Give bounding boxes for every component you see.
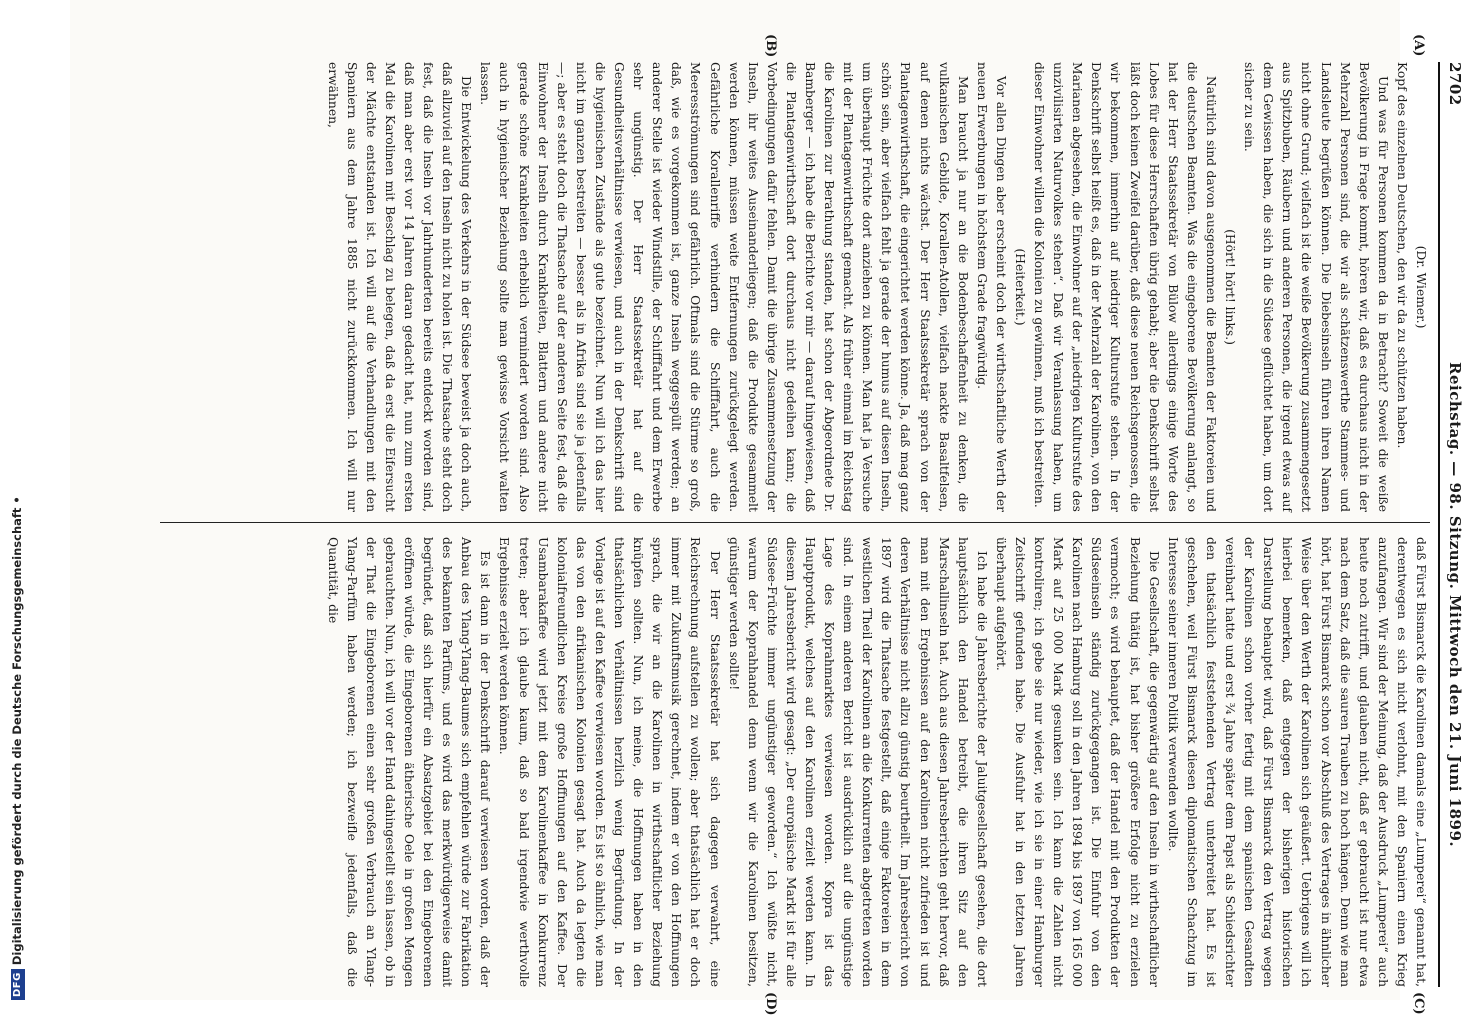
interjection-2: (Heiterkeit.)	[1013, 248, 1028, 326]
left-paragraph-3: Natürlich sind davon ausgenommen die Beamten der Faktoreien und die deutschen Beamten. Was die eingeborene Bevölkerung anlangt, so hat der Herr Staatssekretär von Bülow allerdings einige Worte des Lobes für diese Herrschaften übrig gehabt; aber die Denkschrift selbst läßt doch keinen Zweifel darüber, daß diese neuen Reichsgenossen, die wir bekommen, immerhin auf niedriger Kulturstufe stehen. In der Denkschrift selbst heißt es, daß in der Mehrzahl der Karolinen, von den Marianen abgesehen, die Einwohner auf der „niedrigen Kulturstufe des unzivilisirten Naturvolkes stehen“. Daß wir Veranlassung haben, um dieser Einwohner willen die Kolonien zu gewinnen, muß ich bestreiten.	[1032, 62, 1218, 512]
speaker-name: (Dr. Wiemer.)	[1414, 245, 1428, 329]
right-paragraph-3: Ich habe die Jahresberichte der Jaluitgesellschaft gesehen, die dort hauptsächlich den Handel betreibt, die ihren Sitz auf den Marschallinseln hat. Auch aus diesen Jahresberichten geht hervor, daß man mit den Ergebnissen auf den Karolinen nicht zufrieden ist und deren Verhältnisse nicht allzu günstig beurtheilt. Im Jahresbericht von 1897 wird die Thatsache festgestellt, daß einige Faktoreien in dem westlichen Theil der Karolinen an die Konkurrenten abgetreten worden sind. In einem anderen Bericht ist ausdrücklich auf die ungünstige Lage des Koprahmarktes verwiesen worden. Kopra ist das Hauptprodukt, welches auf den Karolinen erzielt werden kann. In diesem Jahresbericht wird gesagt: „Der europäische Markt ist für alle Südsee-Früchte immer ungünstiger geworden.“ Ich wüßte nicht, warum der Koprahhandel denn wenn wir die Karolinen besitzen, günstiger werden sollte!	[726, 537, 989, 987]
margin-marker-b: (B)	[763, 34, 778, 58]
left-paragraph-5: Man braucht ja nur an die Bodenbeschaffenheit zu denken, die vulkanischen Gebilde, Korallen-Atollen, vielfach nackte Basaltfelsen, auf denen nichts wächst. Der Herr Staatssekretär sprach von der Plantagenwirthschaft, die eingerichtet werden könne. Ja, daß mag ganz schön sein, aber vielfach fehlt ja gerade der humus auf diesen Inseln, um überhaupt Früchte dort anziehen zu können. Man hat ja Versuche mit der Plantagenwirthschaft gemacht. Als früher einmal im Reichstag die Karolinen zur Berathung standen, hat schon der Abgeordnete Dr. Bamberger — ich habe die Berichte vor mir — darauf hingewiesen, daß die Plantagenwirthschaft dort durchaus nicht gedeihen kann; die Vorbedingungen dafür fehlen. Damit die übrige Zusammensetzung der Inseln, ihr weites Auseinanderliegen; daß die Produkte gesammelt werden können, müssen weite Entfernungen zurückgelegt werden. Gefährliche Korallenriffe verhindern die Schifffahrt, auch die Meeresströmungen sind gefährlich. Oftmals sind die Stürme so groß, daß, wie es vorgekommen ist, ganze Inseln weggespült werden; an anderer Stelle ist wieder Windstille, der Schifffahrt und dem Erwerbe sehr ungünstig. Der Herr Staatssekretär hat auf die Gesundheitsverhältnisse verwiesen, und auch in der Denkschrift sind die hygienischen Zustände als gute bezeichnet. Nun will ich das hier nicht im ganzen bestreiten — besser als in Afrika sind sie ja jedenfalls —; aber es steht doch die Thatsache auf der anderen Seite fest, daß die Einwohner der Inseln durch Krankheiten, Blattern und andere nicht gerade schöne Krankheiten erheblich vermindert worden sind. Also auch in hygienischer Beziehung sollte man gewisse Vorsicht walten lassen.	[478, 62, 970, 512]
page-number: 2702	[1446, 62, 1464, 106]
left-paragraph-6: Die Entwickelung des Verkehrs in der Südsee beweist ja doch auch, daß allzuviel auf den Inseln nicht zu holen ist. Die Thatsache steht doch fest, daß die Inseln vor Jahrhunderten bereits entdeckt worden sind, daß man aber erst vor 14 Jahren daran gedacht hat, nun zum ersten Mal die Karolinen mit Beschlag zu belegen, daß da erst die Eifersucht der Mächte entstanden ist. Ich will auf die Verhandlungen mit den Spaniern aus dem Jahre 1885 nicht zurückkommen. Ich will nur erwähnen,	[325, 62, 474, 512]
margin-marker-c: (C)	[1411, 992, 1426, 1015]
right-paragraph-4: Der Herr Staatssekretär hat sich dagegen verwahrt, eine Reichsrechnung aufstellen zu wollen; aber thatsächlich hat er doch immer mit Zukunftsmusik gerechnet, indem er von den Hoffnungen sprach, die wir an die Karolinen in wirthschaftlicher Beziehung knüpfen sollten. Nun, ich meine, die Hoffnungen haben in den thatsächlichen Verhältnissen herzlich wenig Begründung. In der Vorlage ist auf den Kaffee verwiesen worden. Es ist so ähnlich, wie man das von den afrikanischen Kolonien gesagt hat. Auch da legten die kolonialfreundlichen Kreise große Hoffnungen auf den Kaffee. Der Usambarakaffee wird jetzt mit dem Karolinenkaffee in Konkurrenz treten; aber ich glaube kaum, daß so bald irgendwie werthvolle Ergebnisse erzielt werden können.	[497, 537, 722, 987]
dfg-logo: DFG	[11, 969, 25, 1000]
left-paragraph-2: Und was für Personen kommen da in Betracht? Soweit die weiße Bevölkerung in Frage kommt, hören wir, daß es durchaus nicht in der Mehrzahl Personen sind, die wir als schätzenswerthe Stammes- und Landsleute begrüßen können. Die Diebesinseln führen ihren Namen nicht ohne Grund; vielfach ist die weiße Bevölkerung zusammengesetzt aus Spitzbuben, Räubern und anderen Personen, die irgend etwas auf dem Gewissen haben, die sich in die Südsee geflüchtet haben, um dort sicher zu sein.	[1242, 62, 1390, 512]
page-title: Reichstag. — 98. Sitzung. Mittwoch den 21. Juni 1899.	[1446, 362, 1464, 848]
right-column	[150, 537, 1430, 987]
page-header	[1438, 62, 1468, 987]
left-paragraph-1: Kopf des einzelnen Deutschen, den wir da zu schützen haben.	[1394, 62, 1409, 449]
left-column	[150, 62, 1430, 512]
header-rule	[1438, 62, 1440, 987]
credit-text: Digitalisierung gefördert durch die Deutsche Forschungsgemeinschaft •	[10, 496, 24, 966]
right-paragraph-2: Die Gesellschaft, die gegenwärtig auf den Inseln in wirthschaftlicher Beziehung thätig ist, hat bisher größere Erfolge nicht zu erzielen vermocht; es wird behauptet, daß der Handel mit den Produkten der Südseeinseln ständig zurückgegangen ist. Die Einfuhr von den Karolinen nach Hamburg soll in den Jahren 1894 bis 1897 von 165 000 Mark auf 25 000 Mark gesunken sein. Ich kann die Zahlen nicht kontroliren; ich gebe sie nur wieder, wie ich sie in einer Hamburger Zeitschrift gefunden habe. Die Ausfuhr hat in den letzten Jahren überhaupt aufgehört.	[993, 537, 1161, 987]
interjection-1: (Hört! hört! links.)	[1223, 229, 1238, 345]
right-paragraph-1: daß Fürst Bismarck die Karolinen damals eine „Lumperei“ genannt hat, derentwegen es sich nicht verlohnt, mit den Spaniern einen Krieg anzufangen. Wir sind der Meinung, daß der Ausdruck „Lumperei“ auch heute noch zutrifft, und glauben nicht, daß er gebraucht ist nur etwa nach dem Satz, daß die sauren Trauben zu hoch hängen. Denn wie man hört, hat Fürst Bismarck schon vor Abschluß des Vertrages in ähnlicher Weise über den Werth der Karolinen sich geäußert. Uebrigens will ich hierbei bemerken, daß entgegen der bisherigen historischen Darstellung behauptet wird, daß Fürst Bismarck den Vertrag wegen der Karolinen schon vorher fertig mit dem spanischen Gesandten vereinbart hatte und erst ¾ Jahre später dem Papst als Schiedsrichter den thatsächlich feststehenden Vertrag unterbreitet hat. Es ist geschehen, weil Fürst Bismarck diesen diplomatischen Schachzug im Interesse seiner inneren Politik verwenden wollte.	[1165, 537, 1428, 987]
margin-marker-a: (A)	[1411, 34, 1426, 57]
rotated-page-content	[148, 34, 1468, 1016]
digitization-credit	[4, 0, 30, 1000]
right-paragraph-5: Es ist dann in der Denkschrift darauf verwiesen worden, daß der Anbau des Ylang-Ylang-Baumes sich empfehlen würde zur Fabrikation des bekannten Parfüms, und es wird das merkwürdigerweise damit begründet, daß sich hierfür ein Absatzgebiet bei den Eingeborenen eröffnen würde, die Eingeborenen ätherische Oele in großen Mengen gebrauchten. Nun, ich will vor der Hand dahingestellt sein lassen, ob in der That die Eingeborenen einen sehr großen Verbrauch an Ylang-Ylang-Parfüm haben werden; ich bezweifle jedenfalls, daß die Quantität, die	[325, 537, 493, 987]
left-paragraph-4: Vor allen Dingen aber erscheint doch der wirthschaftliche Werth der neuen Erwerbungen in höchstem Grade fragwürdig.	[974, 62, 1008, 512]
scanned-page	[70, 0, 1464, 1016]
column-divider	[160, 522, 1430, 523]
margin-marker-d: (D)	[763, 992, 778, 1016]
